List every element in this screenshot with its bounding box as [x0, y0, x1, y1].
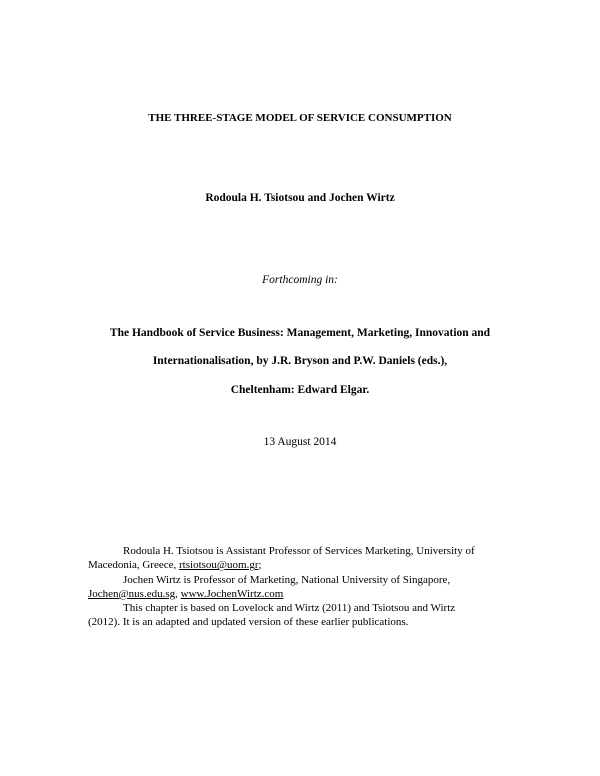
- footnote-line-6: (2012). It is an adapted and updated version of these earlier publications.: [88, 616, 409, 629]
- email-link-tsiotsou[interactable]: rtsiotsou@uom.gr: [179, 559, 259, 572]
- footnote: [88, 544, 518, 630]
- document-title: THE THREE-STAGE MODEL OF SERVICE CONSUMPTION: [148, 112, 452, 124]
- footnote-line-2-suffix: ;: [258, 559, 262, 572]
- handbook-line-1: The Handbook of Service Business: Management, Marketing, Innovation and: [109, 327, 491, 339]
- footnote-line-2: [88, 558, 518, 572]
- forthcoming-label: Forthcoming in:: [262, 274, 338, 286]
- website-link[interactable]: www.JochenWirtz.com: [180, 587, 284, 600]
- authors: Rodoula H. Tsiotsou and Jochen Wirtz: [205, 192, 395, 204]
- footnote-line-1: Rodoula H. Tsiotsou is Assistant Professor of Services Marketing, University of: [123, 545, 475, 557]
- handbook-line-3: Cheltenham: Edward Elgar.: [230, 384, 370, 396]
- footnote-line-2-prefix: Macedonia, Greece,: [88, 559, 180, 572]
- footnote-line-4-sep: ,: [175, 587, 181, 600]
- footnote-line-3: Jochen Wirtz is Professor of Marketing, National University of Singapore,: [123, 573, 451, 586]
- handbook-line-2: Internationalisation, by J.R. Bryson and P.W. Daniels (eds.),: [152, 355, 448, 367]
- email-link-wirtz[interactable]: Jochen@nus.edu.sg: [88, 587, 176, 600]
- footnote-line-5: This chapter is based on Lovelock and Wirtz (2011) and Tsiotsou and Wirtz: [123, 602, 456, 615]
- document-date: 13 August 2014: [263, 436, 337, 448]
- footnote-line-4: [88, 587, 518, 601]
